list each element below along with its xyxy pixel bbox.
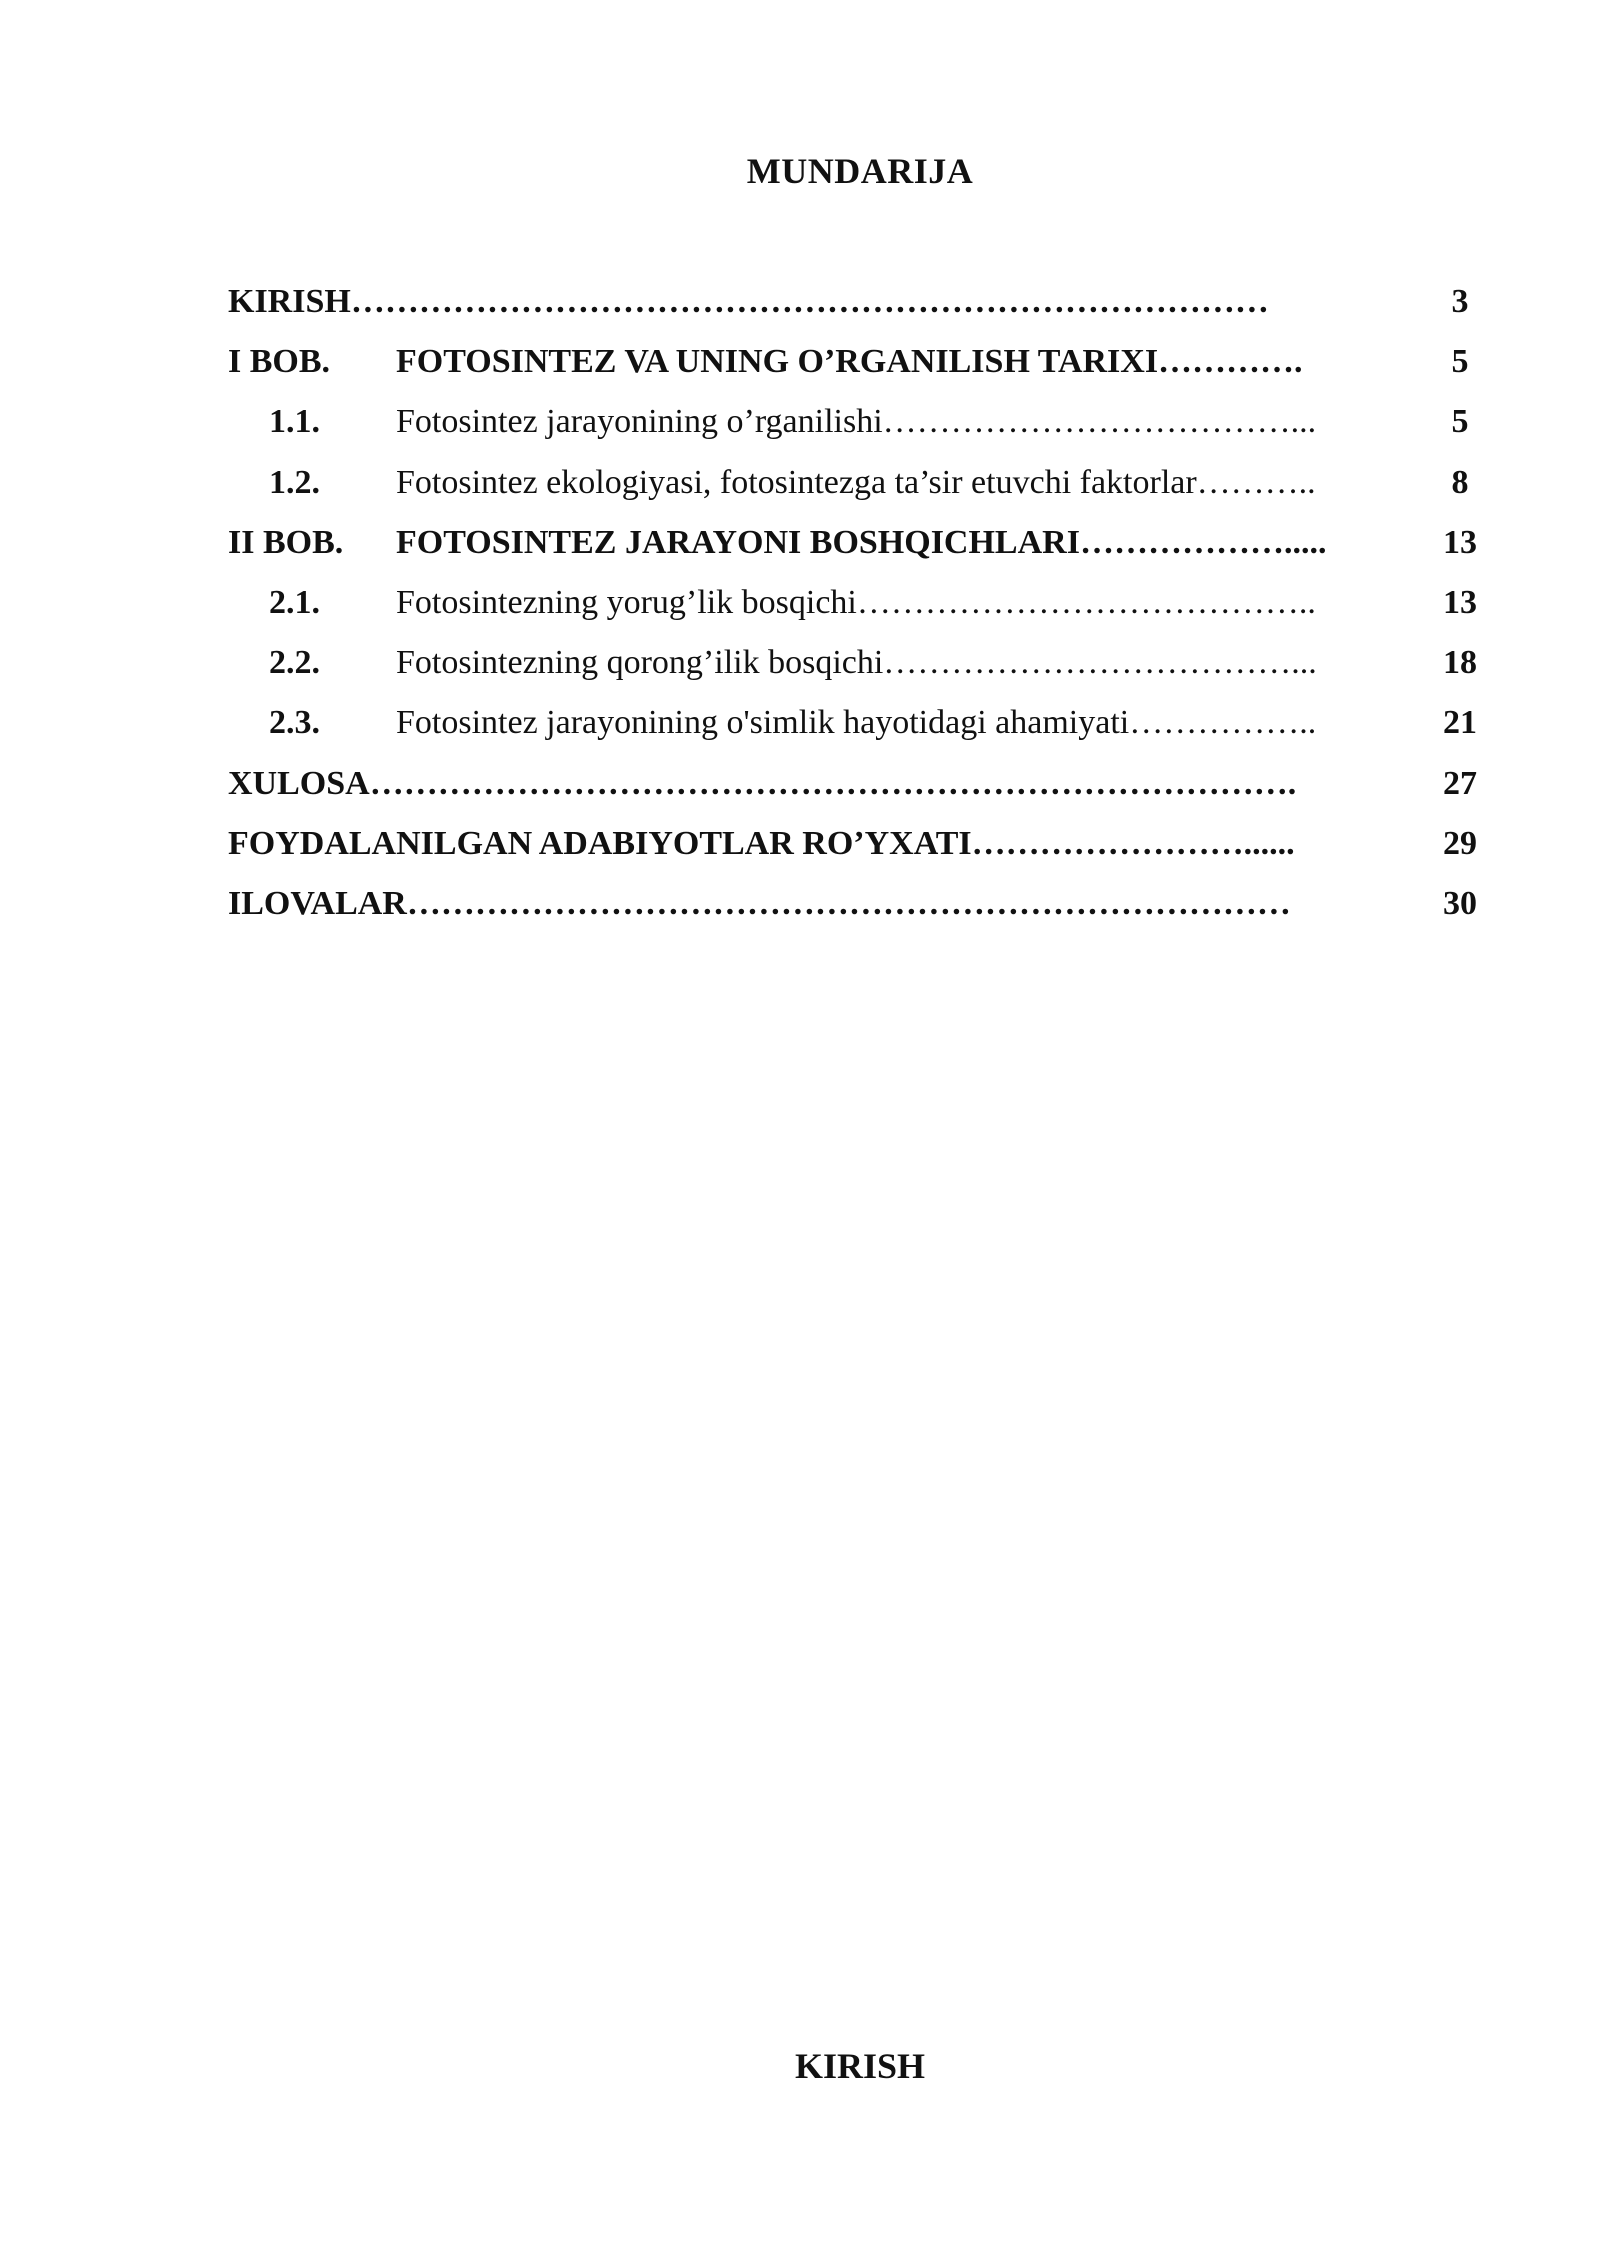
toc-entry-page: 5 — [1451, 343, 1469, 381]
toc-entry-title: Fotosintezning qorong’ilik bosqichi………………………………... — [396, 644, 1317, 682]
toc-entry-title: Fotosintez jarayonining o'simlik hayotidagi ahamiyati…………….. — [396, 704, 1317, 742]
toc-entry-page: 3 — [1451, 283, 1469, 320]
toc-entry-chapter-1[interactable] — [228, 332, 1490, 392]
toc-entry-page: 8 — [1451, 463, 1469, 501]
toc-entry-label: 1.1. — [269, 403, 320, 441]
toc-entry-label: II BOB. — [228, 523, 344, 561]
toc-entry-xulosa[interactable] — [228, 754, 1490, 814]
toc-entry-page: 21 — [1443, 704, 1477, 742]
toc-entry-label: 2.2. — [269, 644, 320, 682]
toc-entry-title: FOTOSINTEZ JARAYONI BOSHQICHLARI………………..... — [396, 523, 1327, 561]
toc-entry-page: 13 — [1443, 583, 1477, 621]
toc-entry-label: 2.3. — [269, 704, 320, 742]
toc-entry-title: Fotosintezning yorug’lik bosqichi………………………………….. — [396, 583, 1316, 621]
toc-entry-title: FOYDALANILGAN ADABIYOTLAR RO’YXATI……………………...... — [228, 824, 1295, 862]
toc-entry-references[interactable] — [228, 814, 1490, 874]
toc-entry-label: 1.2. — [269, 463, 320, 501]
table-of-contents — [228, 272, 1490, 934]
section-heading-kirish: KIRISH — [794, 2046, 926, 2086]
toc-entry-section-2-1[interactable] — [228, 573, 1490, 633]
toc-entry-label: 2.1. — [269, 583, 320, 621]
toc-entry-page: 18 — [1443, 644, 1477, 682]
toc-entry-page: 5 — [1451, 403, 1469, 441]
toc-entry-section-1-1[interactable] — [228, 392, 1490, 452]
toc-entry-title: ILOVALAR…………………………………………………………………… — [228, 884, 1291, 922]
toc-entry-ilovalar[interactable] — [228, 874, 1490, 934]
toc-entry-page: 13 — [1443, 523, 1477, 561]
toc-heading: MUNDARIJA — [746, 151, 974, 191]
toc-entry-page: 30 — [1443, 884, 1477, 922]
toc-entry-title: Fotosintez jarayonining o’rganilishi………………………………... — [396, 403, 1317, 441]
toc-entry-title: Fotosintez ekologiyasi, fotosintezga ta’sir etuvchi faktorlar……….. — [396, 463, 1316, 501]
toc-entry-title: KIRISH……………………………………………………………………… — [228, 283, 1269, 320]
toc-entry-label: I BOB. — [228, 343, 331, 381]
toc-entry-title: FOTOSINTEZ VA UNING O’RGANILISH TARIXI…………. — [396, 343, 1303, 381]
toc-entry-page: 27 — [1443, 764, 1477, 802]
toc-entry-section-1-2[interactable] — [228, 453, 1490, 513]
toc-entry-section-2-2[interactable] — [228, 633, 1490, 693]
toc-entry-page: 29 — [1443, 824, 1477, 862]
toc-entry-kirish[interactable] — [228, 272, 1490, 332]
toc-entry-title: XULOSA………………………………………………………………………. — [228, 764, 1297, 802]
toc-entry-section-2-3[interactable] — [228, 693, 1490, 753]
toc-entry-chapter-2[interactable] — [228, 513, 1490, 573]
